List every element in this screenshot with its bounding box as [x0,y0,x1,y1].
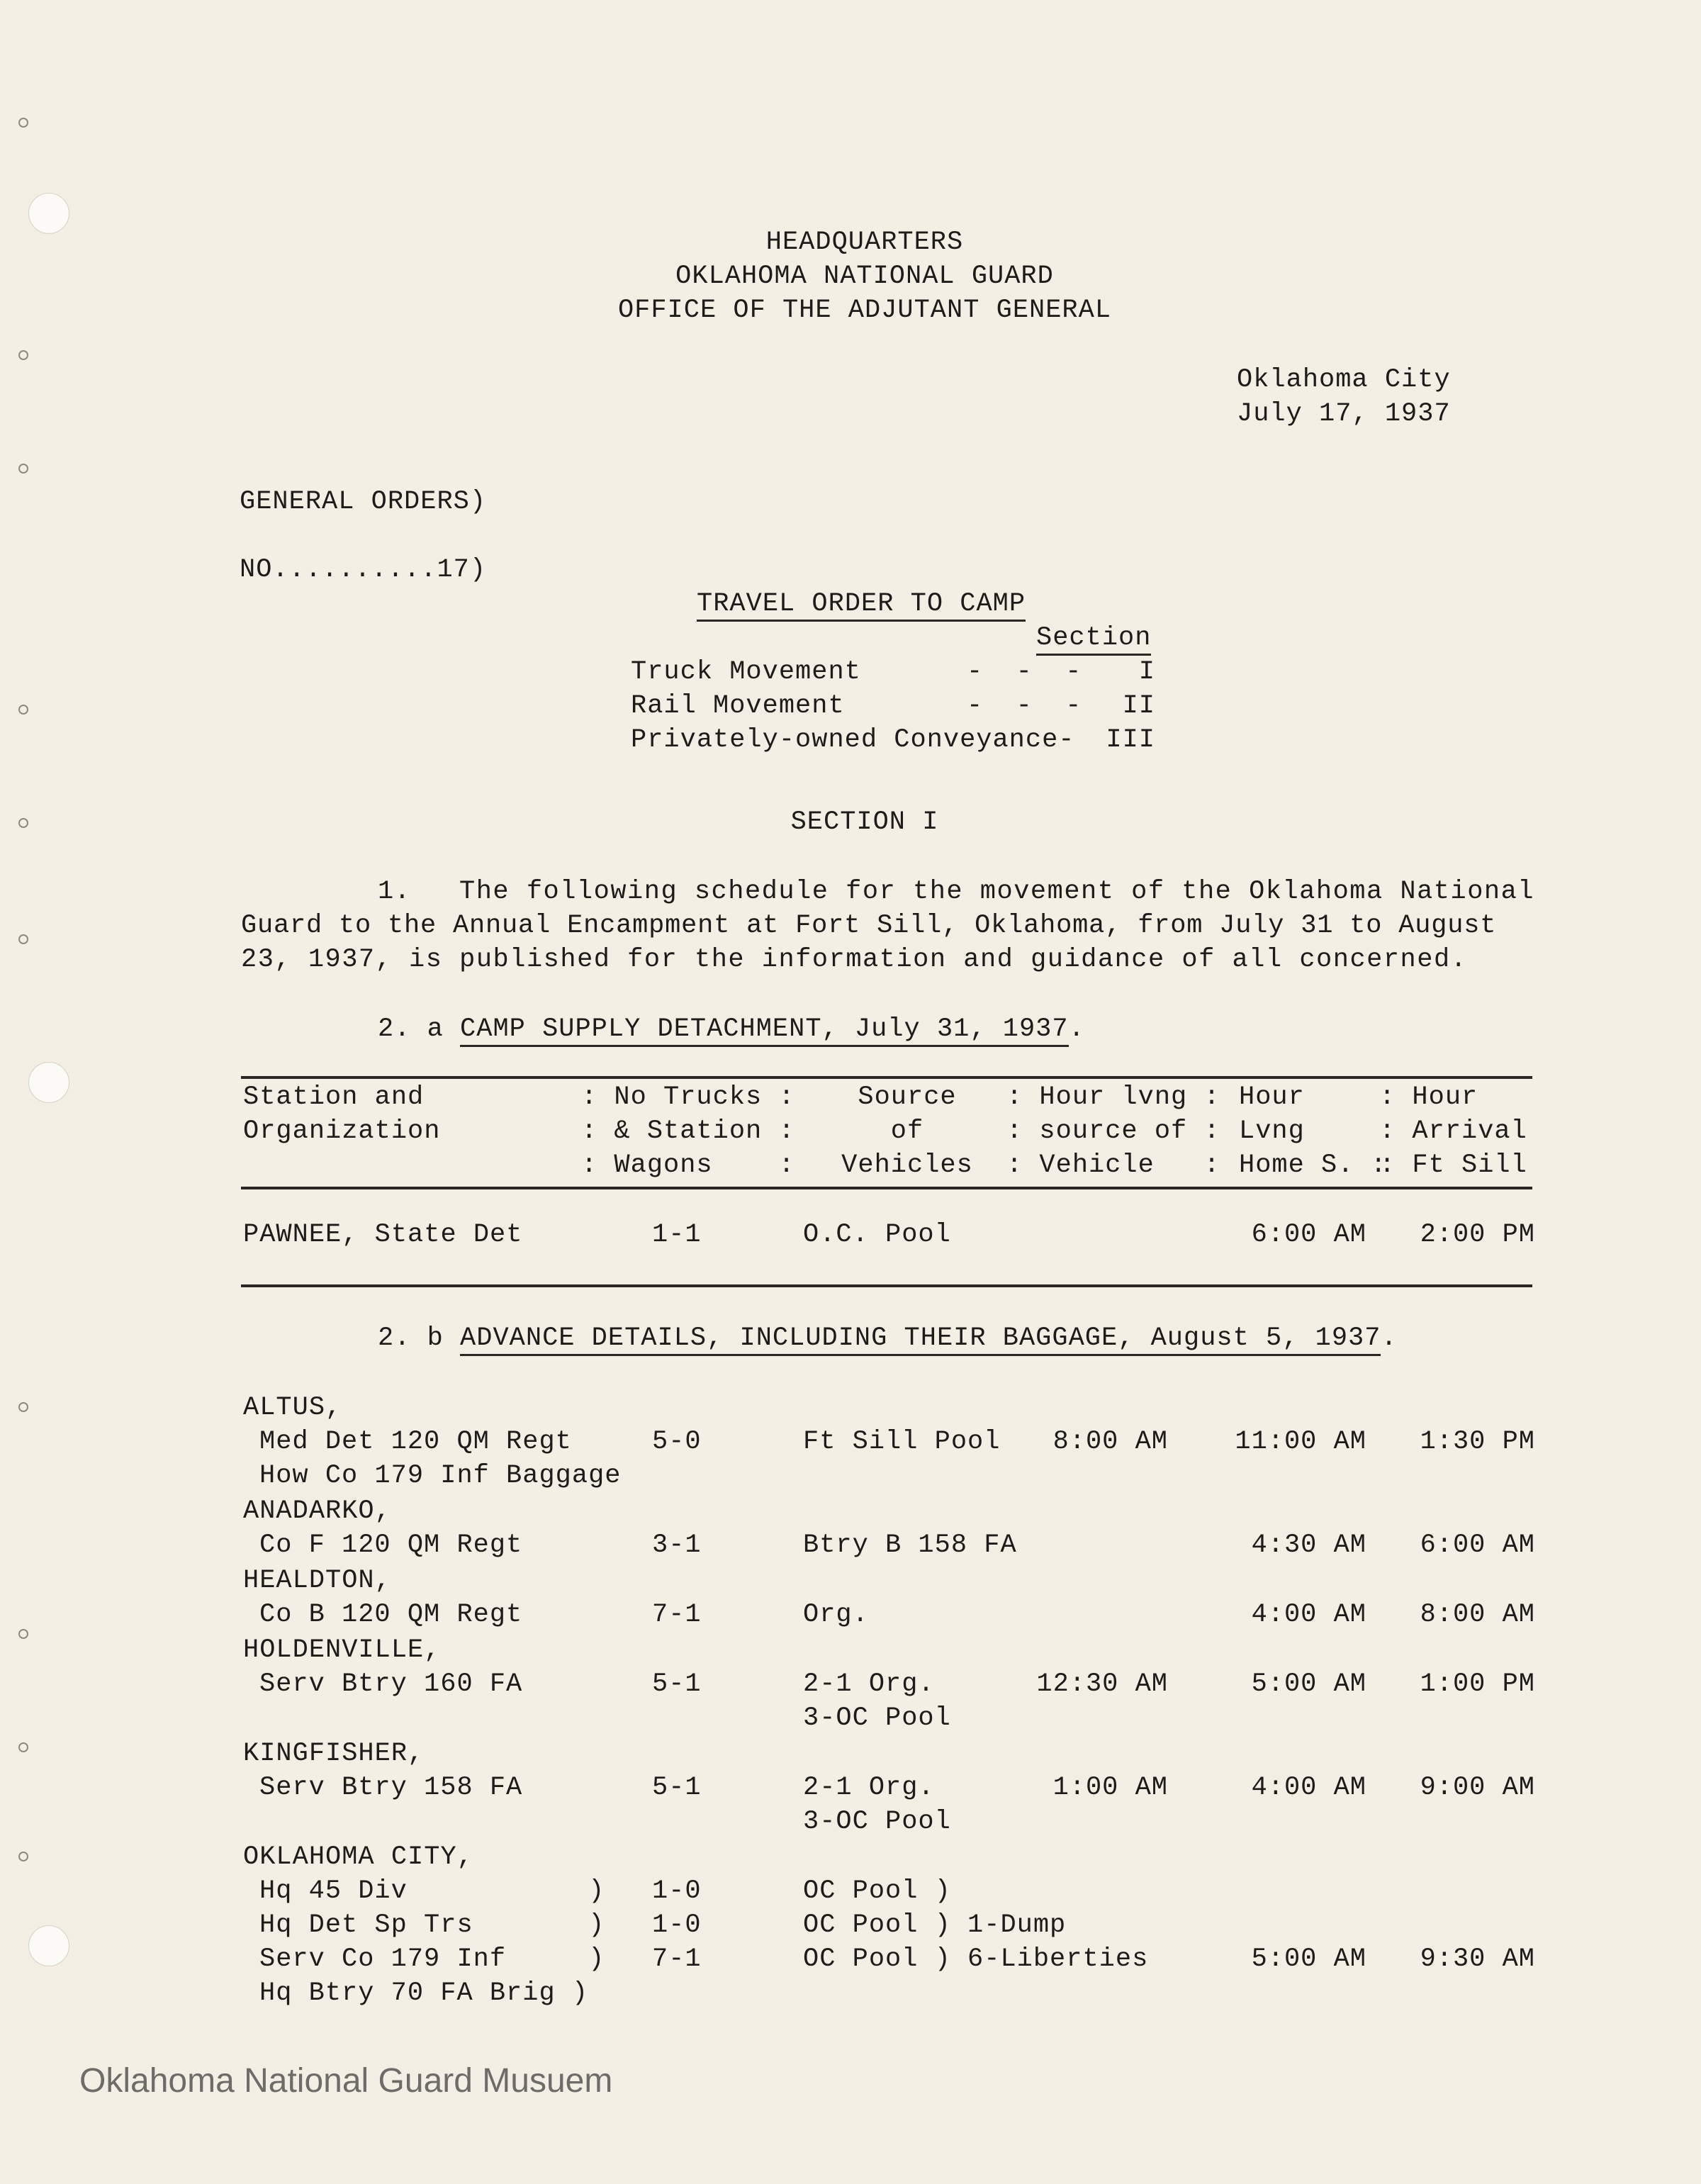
margin-mark [18,1852,28,1861]
contents-row-label: Privately-owned Conveyance- [631,725,1075,755]
margin-mark [18,350,28,360]
contents-row-section: II [1122,691,1155,721]
place: Oklahoma City [1237,365,1451,395]
header-leave-source-3: : Vehicle : [1006,1150,1220,1180]
contents-row-label: Rail Movement [631,691,845,721]
document-title-text: TRAVEL ORDER TO CAMP [697,589,1026,622]
entry-trucks: 1-0 [652,1876,702,1906]
punch-hole-middle [28,1062,69,1103]
entry-org: Hq Det Sp Trs ) [259,1910,605,1940]
margin-mark [18,1402,28,1412]
entry-leave-source: 1:00 AM [1052,1773,1168,1803]
margin-mark [18,1629,28,1639]
contents-heading [1036,622,1151,654]
header-trucks-3: : Wagons : [581,1150,795,1180]
contents-row-dashes: - - - [967,657,1082,687]
museum-watermark: Oklahoma National Guard Musuem [79,2062,613,2100]
header-station-2: Organization [243,1116,441,1146]
entry-trucks: 1-0 [652,1910,702,1940]
paragraph-number: 1. [378,877,411,907]
document-title [697,588,1026,620]
entry-leave-home: 5:00 AM [1251,1944,1366,1974]
entry-source: Btry B 158 FA [803,1530,1017,1560]
contents-row-section: III [1106,725,1155,755]
paragraph-line-2: Guard to the Annual Encampment at Fort Sill, Oklahoma, from July 31 to August [241,911,1497,941]
entry-org: Serv Co 179 Inf ) [259,1944,605,1974]
entry-station: KINGFISHER, [243,1739,425,1769]
entry-leave-source: 8:00 AM [1052,1427,1168,1457]
entry-org: Co F 120 QM Regt [259,1530,523,1560]
row-station: PAWNEE, State Det [243,1220,523,1250]
entry-station: ANADARKO, [243,1496,391,1526]
entry-arrival: 1:30 PM [1420,1427,1535,1457]
margin-mark [18,705,28,715]
entry-org: Hq 45 Div ) [259,1876,605,1906]
row-arrival: 2:00 PM [1420,1220,1535,1250]
header-leave-home-1: Hour [1239,1082,1305,1112]
header-leave-home-2: Lvng [1239,1116,1305,1146]
entry-arrival: 9:30 AM [1420,1944,1535,1974]
para-2b-prefix: 2. b [378,1323,444,1353]
entry-leave-home: 4:00 AM [1251,1600,1366,1630]
entry-station: ALTUS, [243,1393,342,1423]
para-2a-prefix: 2. a [378,1014,444,1044]
entry-org: Hq Btry 70 FA Brig ) [259,1978,589,2008]
entry-source: 2-1 Org. [803,1669,935,1699]
entry-source: 2-1 Org. [803,1773,935,1803]
header-arrival-2: : Arrival [1379,1116,1527,1146]
entry-source: 3-OC Pool [803,1807,951,1837]
header-source-3: Vehicles [841,1150,973,1180]
entry-leave-home: 11:00 AM [1235,1427,1366,1457]
header-source-2: of [890,1116,924,1146]
header-leave-source-2: : source of : [1006,1116,1220,1146]
para-2a-suffix: . [1068,1014,1085,1044]
entry-leave-home: 4:30 AM [1251,1530,1366,1560]
entry-source: 3-OC Pool [803,1703,951,1733]
header-station-1: Station and [243,1082,425,1112]
entry-org: Serv Btry 158 FA [259,1773,523,1803]
margin-mark [18,934,28,944]
margin-mark [18,818,28,828]
header-arrival-3: : Ft Sill [1379,1150,1527,1180]
entry-leave-source: 12:30 AM [1036,1669,1168,1699]
contents-row-dashes: - - - [967,691,1082,721]
para-2b-heading [378,1323,1398,1354]
entry-station: HEALDTON, [243,1566,391,1596]
header-arrival-1: : Hour [1379,1082,1478,1112]
row-leave-home: 6:00 AM [1251,1220,1366,1250]
contents-row-label: Truck Movement [631,657,861,687]
entry-trucks: 7-1 [652,1944,702,1974]
entry-source: Org. [803,1600,869,1630]
paragraph-line-3: 23, 1937, is published for the information and guidance of all concerned. [241,945,1468,975]
para-2b-title: ADVANCE DETAILS, INCLUDING THEIR BAGGAGE, August 5, 1937 [460,1323,1381,1356]
header-trucks-1: : No Trucks : [581,1082,795,1112]
entry-arrival: 1:00 PM [1420,1669,1535,1699]
table-bottom-rule [241,1284,1532,1287]
entry-org: Co B 120 QM Regt [259,1600,523,1630]
entry-leave-home: 5:00 AM [1251,1669,1366,1699]
entry-arrival: 9:00 AM [1420,1773,1535,1803]
entry-trucks: 5-1 [652,1773,702,1803]
entry-leave-home: 4:00 AM [1251,1773,1366,1803]
entry-org: Serv Btry 160 FA [259,1669,523,1699]
header-trucks-2: : & Station : [581,1116,795,1146]
entry-arrival: 6:00 AM [1420,1530,1535,1560]
contents-row-section: I [1138,657,1155,687]
entry-trucks: 7-1 [652,1600,702,1630]
table-header-rule [241,1187,1532,1189]
entry-station: OKLAHOMA CITY, [243,1842,473,1872]
entry-source: OC Pool ) 6-Liberties [803,1944,1149,1974]
date: July 17, 1937 [1237,399,1451,429]
punch-hole-top [28,193,69,234]
entry-org: How Co 179 Inf Baggage [259,1461,622,1491]
letterhead-line-2: OKLAHOMA NATIONAL GUARD [675,262,1054,291]
paragraph-line-1: The following schedule for the movement of the Oklahoma National [459,877,1535,907]
section-heading: SECTION I [790,807,939,837]
table-top-rule [241,1076,1532,1079]
margin-mark [18,464,28,474]
entry-trucks: 3-1 [652,1530,702,1560]
letterhead-line-3: OFFICE OF THE ADJUTANT GENERAL [617,296,1112,325]
para-2a-title: CAMP SUPPLY DETACHMENT, July 31, 1937 [460,1014,1069,1047]
row-source: O.C. Pool [803,1220,951,1250]
entry-arrival: 8:00 AM [1420,1600,1535,1630]
entry-source: Ft Sill Pool [803,1427,1001,1457]
entry-org: Med Det 120 QM Regt [259,1427,572,1457]
header-leave-home-3: Home S. : [1239,1150,1387,1180]
punch-hole-bottom [28,1925,69,1966]
entry-station: HOLDENVILLE, [243,1635,441,1665]
contents-heading-text: Section [1036,623,1151,656]
order-number: NO..........17) [240,555,487,585]
row-trucks: 1-1 [652,1220,702,1250]
entry-source: OC Pool ) 1-Dump [803,1910,1067,1940]
margin-mark [18,1742,28,1752]
header-leave-source-1: : Hour lvng : [1006,1082,1220,1112]
para-2a-heading [378,1014,1085,1045]
para-2b-suffix: . [1381,1323,1398,1353]
margin-mark [18,118,28,128]
general-orders-label: GENERAL ORDERS) [240,487,487,517]
entry-source: OC Pool ) [803,1876,951,1906]
header-source-1: Source [858,1082,957,1112]
letterhead-line-1: HEADQUARTERS [765,228,964,257]
entry-trucks: 5-0 [652,1427,702,1457]
entry-trucks: 5-1 [652,1669,702,1699]
